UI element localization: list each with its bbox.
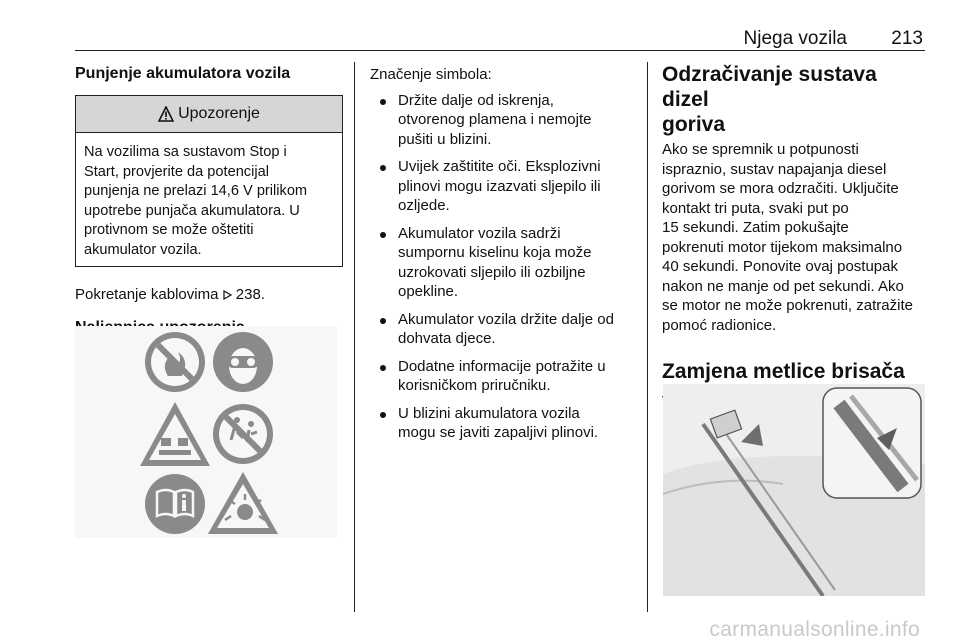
diesel-bleeding-text: Ako se spremnik u potpunosti ispraznio, sustav napajanja diesel gorivom se mora odzračiti. Uključite kontakt tri puta, svaki put po 15 sekundi. Zatim pokušajte pokrenuti motor tijekom maksimalno 40 sekundi. Ponovite ovaj postupak nakon ne manje od pet sekundi. Ako se motor ne može pokrenuti, zatražite pomoć radionice. [662,141,913,334]
column-divider [354,62,355,612]
warning-box [75,95,343,267]
symbols-intro: Značenje simbola: [370,66,492,83]
list-item: Dodatne informacije potražite u korisničkom priručniku. [370,357,632,396]
warning-line: akumulator vozila. [84,241,202,258]
list-item: Akumulator vozila sadrži sumpornu kiselinu koja može uzrokovati sljepilo ili ozbiljne opekline. [370,224,632,302]
warning-triangle-icon [158,106,174,122]
column-left [75,62,343,337]
warning-line: Start, provjerite da potencijal [84,163,269,180]
eye-protection-icon [213,332,273,392]
warning-line: upotrebe punjača akumulatora. U [84,202,300,219]
column-divider [647,62,648,612]
bullet-icon [380,165,386,171]
watermark: carmanualsonline.info [709,618,920,641]
warning-line: punjenja ne prelazi 14,6 V prilikom [84,183,308,199]
warning-text [76,133,342,266]
page-reference-icon[interactable] [223,290,232,300]
keep-children-away-icon [213,404,273,464]
jump-start-reference [75,285,343,305]
warning-label-image [75,326,337,538]
wiper-illustration [663,384,925,596]
diesel-bleeding-heading: Odzračivanje sustava dizel goriva [662,63,877,136]
list-item: Držite dalje od iskrenja, otvorenog plamena i nemojte pušiti u blizini. [370,91,632,150]
section-heading: Punjenje akumulatora vozila [75,65,291,82]
column-middle [370,62,632,451]
list-item: Uvijek zaštitite oči. Eksplozivni plinovi mogu izazvati sljepilo ili ozljede. [370,157,632,216]
bullet-icon [380,232,386,238]
bullet-icon [380,99,386,105]
warning-line: Na vozilima sa sustavom Stop i [84,144,287,160]
bullet-icon [380,412,386,418]
list-item: Akumulator vozila držite dalje od dohvata djece. [370,310,632,349]
warning-line: protivnom se može oštetiti [84,222,254,238]
jump-start-text: Pokretanje kablovima [75,286,219,303]
read-manual-icon [145,474,205,534]
page-number: 213 [891,28,923,49]
bullet-icon [380,318,386,324]
warning-title: Upozorenje [178,105,260,122]
wiper-heading: Zamjena metlice brisača [662,360,905,383]
bullet-icon [380,365,386,371]
page-header [75,26,925,51]
chapter-title: Njega vozila [743,28,847,49]
no-fire-icon [145,332,205,392]
list-item: U blizini akumulatora vozila mogu se javiti zapaljivi plinovi. [370,404,632,443]
column-right [662,62,927,412]
warning-header [76,96,342,133]
symbol-meaning-list [370,91,632,443]
jump-start-page-link[interactable]: 238. [235,286,265,303]
